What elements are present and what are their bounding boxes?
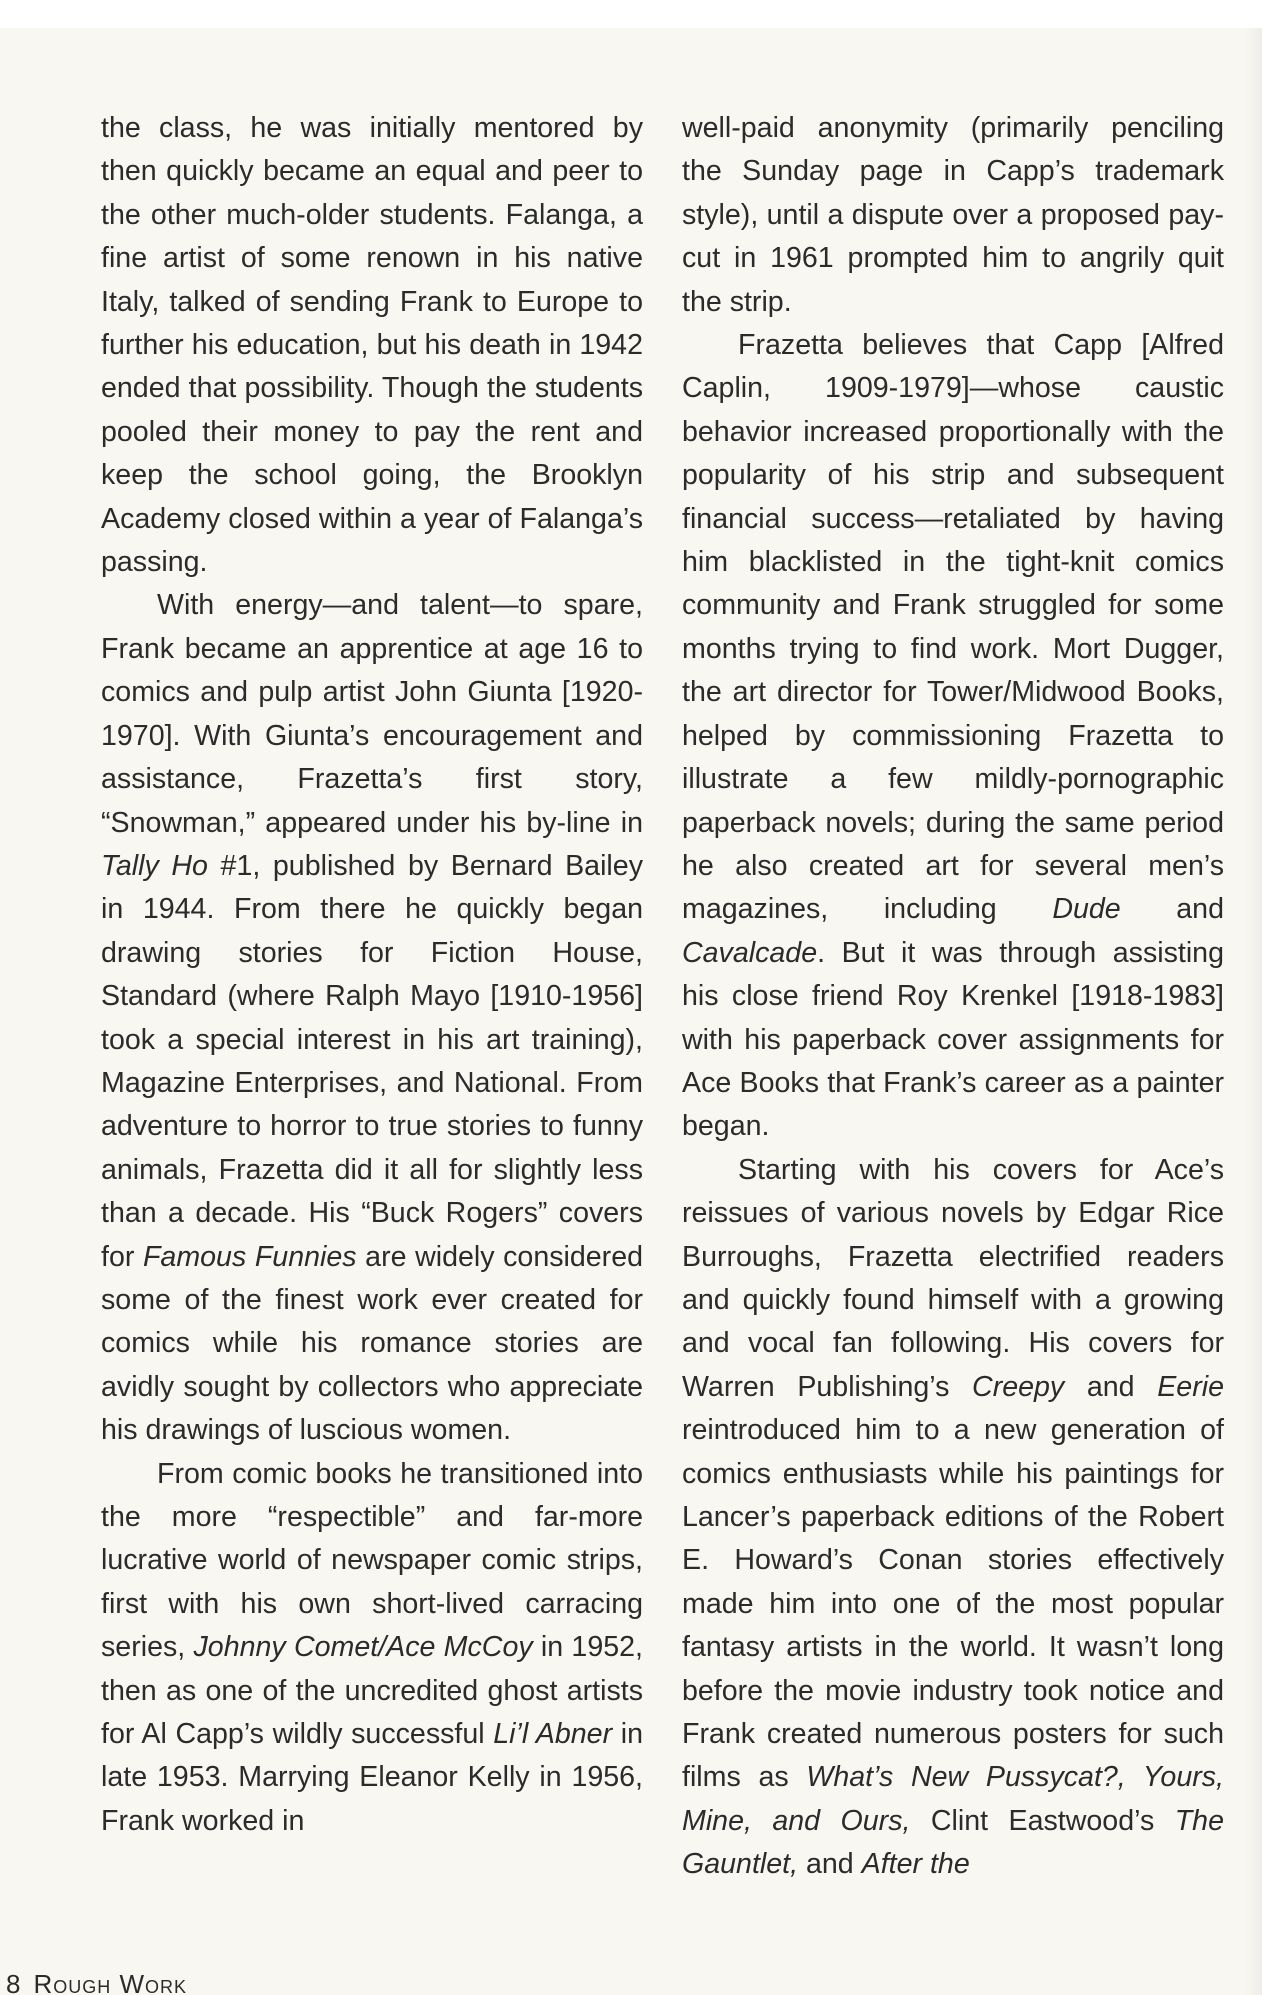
text-run: in late 1953. Marrying Eleanor Kelly in 1956, Frank worked in	[101, 1718, 643, 1837]
italic-title: After the	[861, 1848, 970, 1881]
italic-title: Tally Ho	[101, 849, 208, 882]
text-run: With energy—and talent—to spare, Frank became an apprentice at age 16 to comics and pulp artist John Giunta [1920-1970]. With Giunta’s encouragement and assistance, Frazetta’s first story, “Snowman,” appeared under his by-line in	[101, 589, 643, 839]
italic-title: Creepy	[972, 1370, 1065, 1403]
paragraph	[682, 324, 1224, 1149]
paragraph	[682, 1149, 1224, 1887]
running-title: Rough Work	[33, 1969, 188, 1995]
text-run: and	[798, 1848, 862, 1881]
page-footer	[6, 1969, 187, 1995]
left-text-column	[101, 107, 643, 1843]
italic-title: Dude	[1052, 893, 1121, 926]
paragraph	[101, 584, 643, 1452]
paragraph	[101, 1453, 643, 1844]
text-run: Clint Eastwood’s	[910, 1804, 1175, 1837]
italic-title: Eerie	[1157, 1370, 1224, 1403]
italic-title: Li’l Abner	[493, 1718, 613, 1751]
italic-title: What’s New Pussycat?, Yours, Mine, and Ours,	[682, 1761, 1224, 1837]
text-run: From comic books he transitioned into the more “respectible” and far-more lucrative world of newspaper comic strips, first with his own short-lived carracing series,	[101, 1457, 643, 1664]
paragraph	[682, 107, 1224, 324]
right-text-column	[682, 107, 1224, 1887]
italic-title: Cavalcade	[682, 936, 818, 969]
italic-title: Johnny Comet/Ace McCoy	[193, 1631, 533, 1664]
page-number: 8	[6, 1969, 22, 1995]
text-run: and	[1064, 1370, 1158, 1403]
text-run: are widely considered some of the finest work ever created for comics while his romance stories are avidly sought by collectors who appreciate his drawings of luscious women.	[101, 1240, 643, 1447]
text-run: reintroduced him to a new generation of comics enthusiasts while his paintings for Lancer’s paperback editions of the Robert E. Howard’s Conan stories effectively made him into one of the most popular fantasy artists in the world. It wasn’t long before the movie industry took notice and Frank created numerous posters for such films as	[682, 1414, 1224, 1794]
text-run: in 1952, then as one of the uncredited ghost artists for Al Capp’s wildly successful	[101, 1631, 643, 1751]
text-run: Frazetta believes that Capp [Alfred Caplin, 1909-1979]—whose caustic behavior increased proportionally with the popularity of his strip and subsequent financial success—retaliated by having him blacklisted in the tight-knit comics community and Frank struggled for some months trying to find work. Mort Dugger, the art director for Tower/Midwood Books, helped by commissioning Frazetta to illustrate a few mildly-pornographic paperback novels; during the same period he also created art for several men’s magazines, including	[682, 329, 1224, 926]
magazine-page	[0, 28, 1262, 1995]
italic-title: Famous Funnies	[142, 1240, 357, 1273]
italic-title: The Gauntlet,	[682, 1804, 1224, 1881]
text-run: . But it was through assisting his close friend Roy Krenkel [1918-1983] with his paperback cover assignments for Ace Books that Frank’s career as a painter began.	[682, 936, 1224, 1143]
paragraph	[101, 107, 643, 584]
text-run: #1, published by Bernard Bailey in 1944. From there he quickly began drawing stories for Fiction House, Standard (where Ralph Mayo [1910-1956] took a special interest in his art training), Magazine Enterprises, and National. From adventure to horror to true stories to funny animals, Frazetta did it all for slightly less than a decade. His “Buck Rogers” covers for	[101, 849, 643, 1273]
text-run: and	[1120, 893, 1224, 926]
text-run: well-paid anonymity (primarily penciling the Sunday page in Capp’s trademark style), until a dispute over a proposed pay-cut in 1961 prompted him to angrily quit the strip.	[682, 112, 1224, 318]
page-edge-shadow	[1244, 28, 1262, 1995]
text-run: the class, he was initially mentored by then quickly became an equal and peer to the other much-older students. Falanga, a fine artist of some renown in his native Italy, talked of sending Frank to Europe to further his education, but his death in 1942 ended that possibility. Though the students pooled their money to pay the rent and keep the school going, the Brooklyn Academy closed within a year of Falanga’s passing.	[101, 112, 643, 579]
text-run: Starting with his covers for Ace’s reissues of various novels by Edgar Rice Burroughs, Frazetta electrified readers and quickly found himself with a growing and vocal fan following. His covers for Warren Publishing’s	[682, 1153, 1224, 1403]
